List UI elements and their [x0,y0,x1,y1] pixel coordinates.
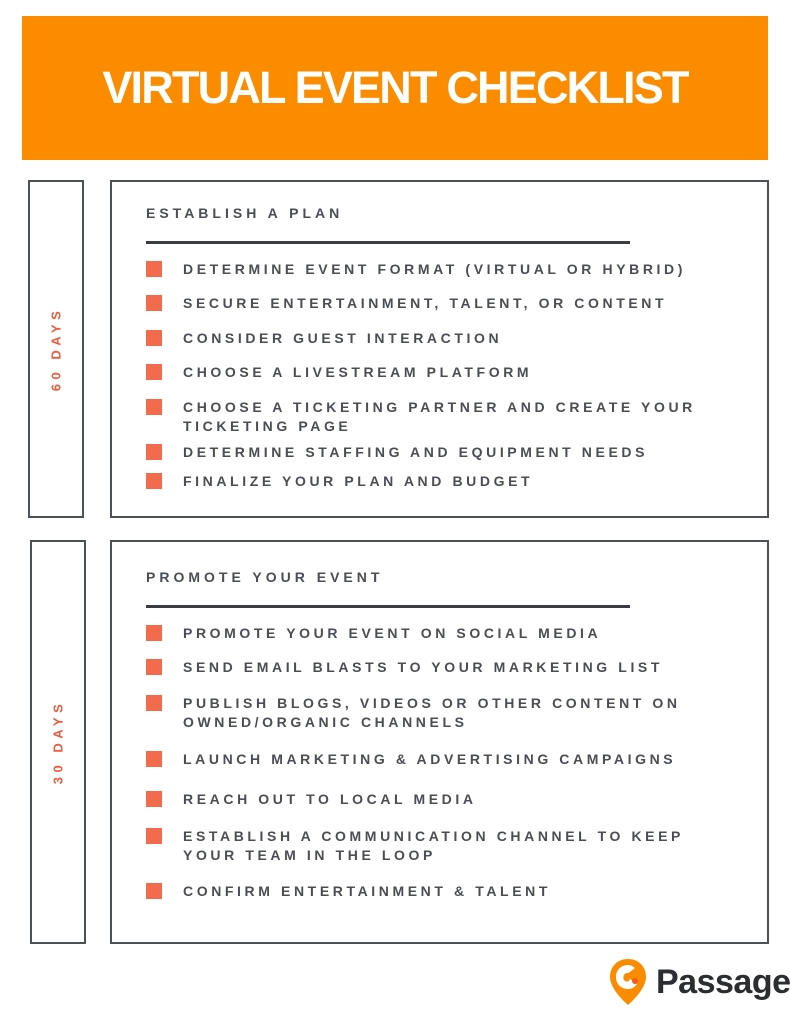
checkbox-square-icon[interactable] [146,791,162,807]
passage-pin-logo-icon [608,957,648,1007]
checklist-item-text: CONSIDER GUEST INTERACTION [183,330,503,346]
checkbox-square-icon[interactable] [146,659,162,675]
section-promote-event [110,540,769,944]
checkbox-square-icon[interactable] [146,330,162,346]
checkbox-square-icon[interactable] [146,695,162,711]
brand-name: Passage [656,962,791,1001]
checklist-item-text: SEND EMAIL BLASTS TO YOUR MARKETING LIST [183,659,664,675]
checklist-item-text: SECURE ENTERTAINMENT, TALENT, OR CONTENT [183,295,668,311]
checklist-item[interactable] [146,364,759,382]
checklist-item-text: CHOOSE A LIVESTREAM PLATFORM [183,364,533,380]
checklist-item[interactable] [146,791,759,809]
checklist-item[interactable] [146,399,759,436]
checkbox-square-icon[interactable] [146,444,162,460]
period-label: 60 DAYS [48,306,64,392]
checklist-item[interactable] [146,828,759,865]
title-banner [22,16,768,160]
period-box-60-days [28,180,84,518]
checklist-item-text: FINALIZE YOUR PLAN AND BUDGET [183,473,534,489]
checkbox-square-icon[interactable] [146,261,162,277]
section-heading: ESTABLISH A PLAN [146,205,344,221]
checklist-item[interactable] [146,751,759,769]
checklist-item[interactable] [146,659,759,677]
checklist-item-text: DETERMINE STAFFING AND EQUIPMENT NEEDS [183,444,649,460]
checkbox-square-icon[interactable] [146,625,162,641]
checklist-item-text: CHOOSE A TICKETING PARTNER AND CREATE YOUR TICKETING PAGE [183,399,696,434]
checklist-item-text: PUBLISH BLOGS, VIDEOS OR OTHER CONTENT ON OWNED/ORGANIC CHANNELS [183,695,681,730]
passage-logo [608,956,791,1008]
checkbox-square-icon[interactable] [146,473,162,489]
checklist-item[interactable] [146,695,759,732]
checkbox-square-icon[interactable] [146,883,162,899]
section-heading: PROMOTE YOUR EVENT [146,569,384,585]
section-divider [146,241,630,244]
checklist-item[interactable] [146,444,759,462]
period-label: 30 DAYS [50,699,66,785]
checklist-item-text: LAUNCH MARKETING & ADVERTISING CAMPAIGNS [183,751,677,767]
checklist-item-text: REACH OUT TO LOCAL MEDIA [183,791,477,807]
checkbox-square-icon[interactable] [146,828,162,844]
page-title: VIRTUAL EVENT CHECKLIST [102,62,688,113]
checklist-item[interactable] [146,625,759,643]
checklist-item-text: ESTABLISH A COMMUNICATION CHANNEL TO KEEP YOUR TEAM IN THE LOOP [183,828,684,863]
checklist-item-text: DETERMINE EVENT FORMAT (VIRTUAL OR HYBRID) [183,261,687,277]
period-box-30-days [30,540,86,944]
section-divider [146,605,630,608]
checkbox-square-icon[interactable] [146,399,162,415]
checklist-item-text: PROMOTE YOUR EVENT ON SOCIAL MEDIA [183,625,602,641]
checklist-item[interactable] [146,883,759,901]
checkbox-square-icon[interactable] [146,751,162,767]
checklist-item-text: CONFIRM ENTERTAINMENT & TALENT [183,883,552,899]
checklist-item[interactable] [146,473,759,491]
checkbox-square-icon[interactable] [146,364,162,380]
checklist-item[interactable] [146,330,759,348]
checkbox-square-icon[interactable] [146,295,162,311]
section-establish-plan [110,180,769,518]
checklist-item[interactable] [146,295,759,313]
checklist-item[interactable] [146,261,759,279]
